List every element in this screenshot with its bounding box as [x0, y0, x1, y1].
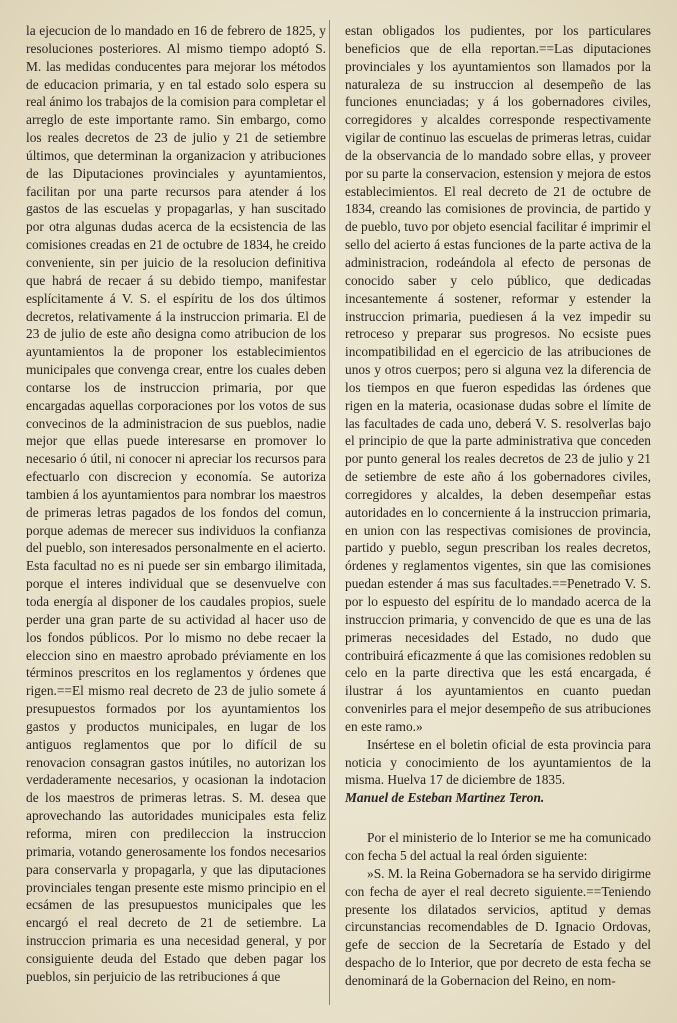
decree-paragraph: »S. M. la Reina Gobernadora se ha servido dirigirme con fecha de ayer el real decreto siguiente.==Teniendo presente los dilatados servicios, aptitud y demas circunstancias recomendables de D. Ignacio Ordovas, gefe de seccion de la Secretaría de Estado y del despacho de lo Interior, que por decreto de esta fecha se denominará de la Gobernacion del Reino, en nom-: [345, 865, 651, 988]
ministry-paragraph: Por el ministerio de lo Interior se me ha comunicado con fecha 5 del actual la real órden siguiente:: [345, 830, 651, 863]
right-column-text: estan obligados los pudientes, por los particulares beneficios que de ella reportan.==Las diputaciones provinciales y los ayuntamientos son llamados por la naturaleza de su instruccion al desempeño de las funciones enunciadas; y á los gobernadores civiles, corregidores y alcaldes corresponde respectivamente vigilar de continuo las escuelas de primeras letras, cuidar de la observancia de lo mandado sobre ellas, y proveer por su parte la conservacion, estension y mejora de estos establecimientos. El real decreto de 21 de octubre de 1834, creando las comisiones de provincia, de partido y de pueblo, tuvo por objeto esencial facilitar é imprimir el sello del acierto á estas funciones de la parte activa de la administracion, rodeándola al efecto de personas de conocido saber y celo público, que dedicadas incesantemente á sostener, reformar y estender la instruccion primaria, puediesen á la vez impedir su retroceso y preparar sus progresos. No ecsiste pues incompatibilidad en el egercicio de las atribuciones de unos y otros cuerpos; pero si alguna vez la diferencia de los tiempos en que fueron espedidas las órdenes que rigen en la materia, ocasionase dudas sobre el límite de las facultades de cada uno, deberá V. S. resolverlas bajo el principio de que la parte administrativa que conceden por punto general los reales decretos de 23 de julio y 21 de setiembre de este año á los gobernadores civiles, corregidores y alcaldes, la deben desempeñar estas autoridades en lo concerniente á la instruccion primaria, en union con las respectivas comisiones de provincia, partido y pueblo, segun prescriban los reales decretos, órdenes y reglamentos vigentes, sin que las comisiones puedan estender á mas sus facultades.==Penetrado V. S. por lo espuesto del espíritu de lo mandado acerca de la instruccion primaria, y convencido de que es una de las primeras necesidades del Estado, no dudo que contribuirá eficazmente á que las comisiones redoblen su celo en la parte directiva que les está encargada, é ilustrar á los ayuntamientos en cuanto puedan convenirles para el mejor desempeño de sus atribuciones en este ramo.»: [345, 23, 652, 734]
insert-paragraph: Insértese en el boletin oficial de esta provincia para noticia y conocimiento de los ayuntamientos de la misma. Huelva 17 de diciembre de 1835.: [345, 736, 651, 788]
section-gap: [345, 807, 651, 829]
right-column: [345, 22, 651, 990]
left-column: [26, 22, 326, 986]
column-divider: [329, 20, 330, 1005]
signature: Manuel de Esteban Martinez Teron.: [345, 790, 545, 806]
left-column-text: la ejecucion de lo mandado en 16 de febrero de 1825, y resoluciones posteriores. Al mismo tiempo adoptó S. M. las medidas conducentes para mejorar los métodos de educacion primaria, y en tal estado solo espera su real ánimo los trabajos de la comision para completar el arreglo de este importante ramo. Sin embargo, como los reales decretos de 23 de julio y 21 de setiembre últimos, que determinan la organizacion y atribuciones de las Diputaciones provinciales y ayuntamientos, facilitan por una parte recursos para atender á los gastos de las escuelas y propagarlas, y han suscitado por otra algunas dudas acerca de la ecsistencia de las comisiones creadas en 21 de octubre de 1834, he creido conveniente, sin per juicio de la resolucion definitiva que habrá de recaer á su debido tiempo, manifestar esplícitamente á V. S. el espíritu de los dos últimos decretos, relativamente á la instruccion primaria. El de 23 de julio de este año designa como atribucion de los ayuntamientos la de proponer los establecimientos municipales que convenga crear, entre los cuales deben contarse los de instruccion primaria, por que encargadas aquellas corporaciones por los votos de sus convecinos de la administracion de sus pueblos, nadie mejor que ellas puede interesarse en promover lo necesario ó útil, ni conocer ni apreciar los recursos para efectuarlo con discrecion y economía. Se autoriza tambien á los ayuntamientos para nombrar los maestros de primeras letras pagados de los fondos del comun, porque ademas de merecer sus individuos la confianza del pueblo, son interesados personalmente en el acierto. Esta facultad no es ni puede ser sin embargo ilimitada, porque el interes individual que se desenvuelve con toda energía al disponer de los caudales propios, suele perder una gran parte de su actividad al hacer uso de los fondos públicos. Por lo mismo no debe recaer la eleccion sino en maestro aprobado préviamente en los términos prescritos en los reglamentos y órdenes que rigen.==El mismo real decreto de 23 de julio somete á presupuestos formados por los ayuntamientos los gastos y productos municipales, en lugar de los antiguos reglamentos que por lo difícil de su renovacion consagran gastos inútiles, no autorizan los verdaderamente necesarios, y ocasionan la indotacion de los maestros de primeras letras. S. M. desea que aprovechando las autoridades municipales esta feliz reforma, miren con predileccion la instruccion primaria, votando generosamente los fondos necesarios para conservarla y propagarla, y que las diputaciones provinciales tengan presente este mismo principio en el ecsámen de las presupuestos municipales que les encargó el real decreto de 21 de setiembre. La instruccion primaria es una necesidad general, y por consiguiente deuda del Estado que deben pagar los pueblos, sin perjuicio de las retribuciones á que: [26, 23, 326, 984]
